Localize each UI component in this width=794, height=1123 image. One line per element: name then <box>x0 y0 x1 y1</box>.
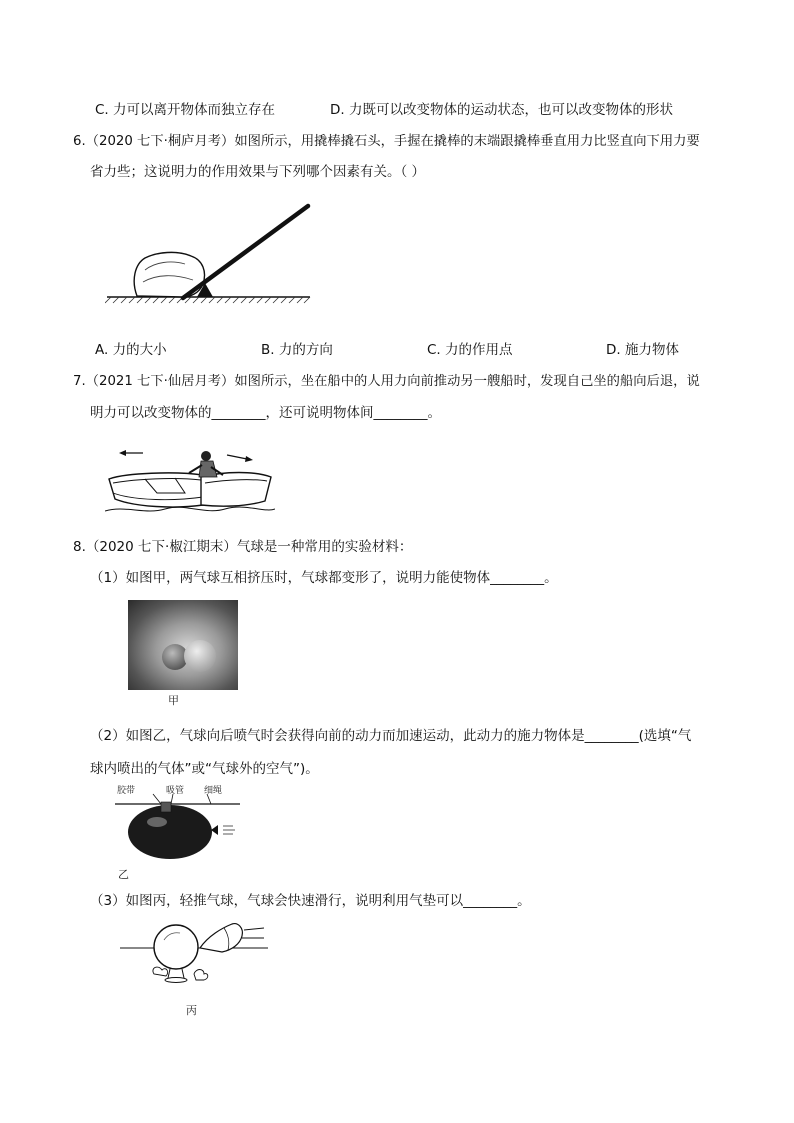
q8-figure-yi-caption: 乙 <box>118 868 129 881</box>
q8-figure-jia-caption: 甲 <box>168 694 179 707</box>
q8-part1: （1）如图甲，两气球互相挤压时，气球都变形了，说明力能使物体________。 <box>90 570 558 586</box>
q8-part2-line2: 球内喷出的气体”或“气球外的空气”)。 <box>90 761 319 777</box>
q7-stem-line1: 7.（2021 七下·仙居月考）如图所示，坐在船中的人用力向前推动另一艘船时，发现自己坐的船向后退，说 <box>73 374 700 389</box>
q6-option-b: B. 力的方向 <box>261 342 333 358</box>
balloon-right <box>184 640 216 672</box>
q6-option-c: C. 力的作用点 <box>427 342 513 358</box>
q6-stem-line2: 省力些；这说明力的作用效果与下列哪个因素有关。（ ） <box>90 164 426 180</box>
q7-boats-figure <box>105 443 275 515</box>
q6-option-d: D. 施力物体 <box>606 342 679 358</box>
q8-part2-line1: （2）如图乙，气球向后喷气时会获得向前的动力而加速运动，此动力的施力物体是________(选填“气 <box>90 728 692 744</box>
q5-option-c: C. 力可以离开物体而独立存在 <box>95 102 276 118</box>
q6-stem-line1: 6.（2020 七下·桐庐月考）如图所示，用撬棒撬石头，手握在撬棒的末端跟撬棒垂直用力比竖直向下用力要 <box>73 134 700 149</box>
q5-option-d: D. 力既可以改变物体的运动状态，也可以改变物体的形状 <box>330 102 673 118</box>
q8-figure-yi-label-string: 细绳 <box>204 786 223 796</box>
q8-figure-bing <box>118 914 278 994</box>
q6-lever-figure <box>105 200 345 320</box>
q8-figure-yi-label-tape: 胶带 <box>117 786 136 796</box>
q8-figure-jia <box>128 600 238 690</box>
q8-figure-bing-caption: 丙 <box>186 1004 197 1017</box>
q7-stem-line2: 明力可以改变物体的________，还可说明物体间________。 <box>90 405 441 421</box>
q8-figure-yi-label-straw: 吸管 <box>166 786 185 796</box>
q6-option-a: A. 力的大小 <box>95 342 167 358</box>
q8-part3: （3）如图丙，轻推气球，气球会快速滑行，说明利用气垫可以________。 <box>90 893 531 909</box>
q8-stem: 8.（2020 七下·椒江期末）气球是一种常用的实验材料： <box>73 539 413 555</box>
